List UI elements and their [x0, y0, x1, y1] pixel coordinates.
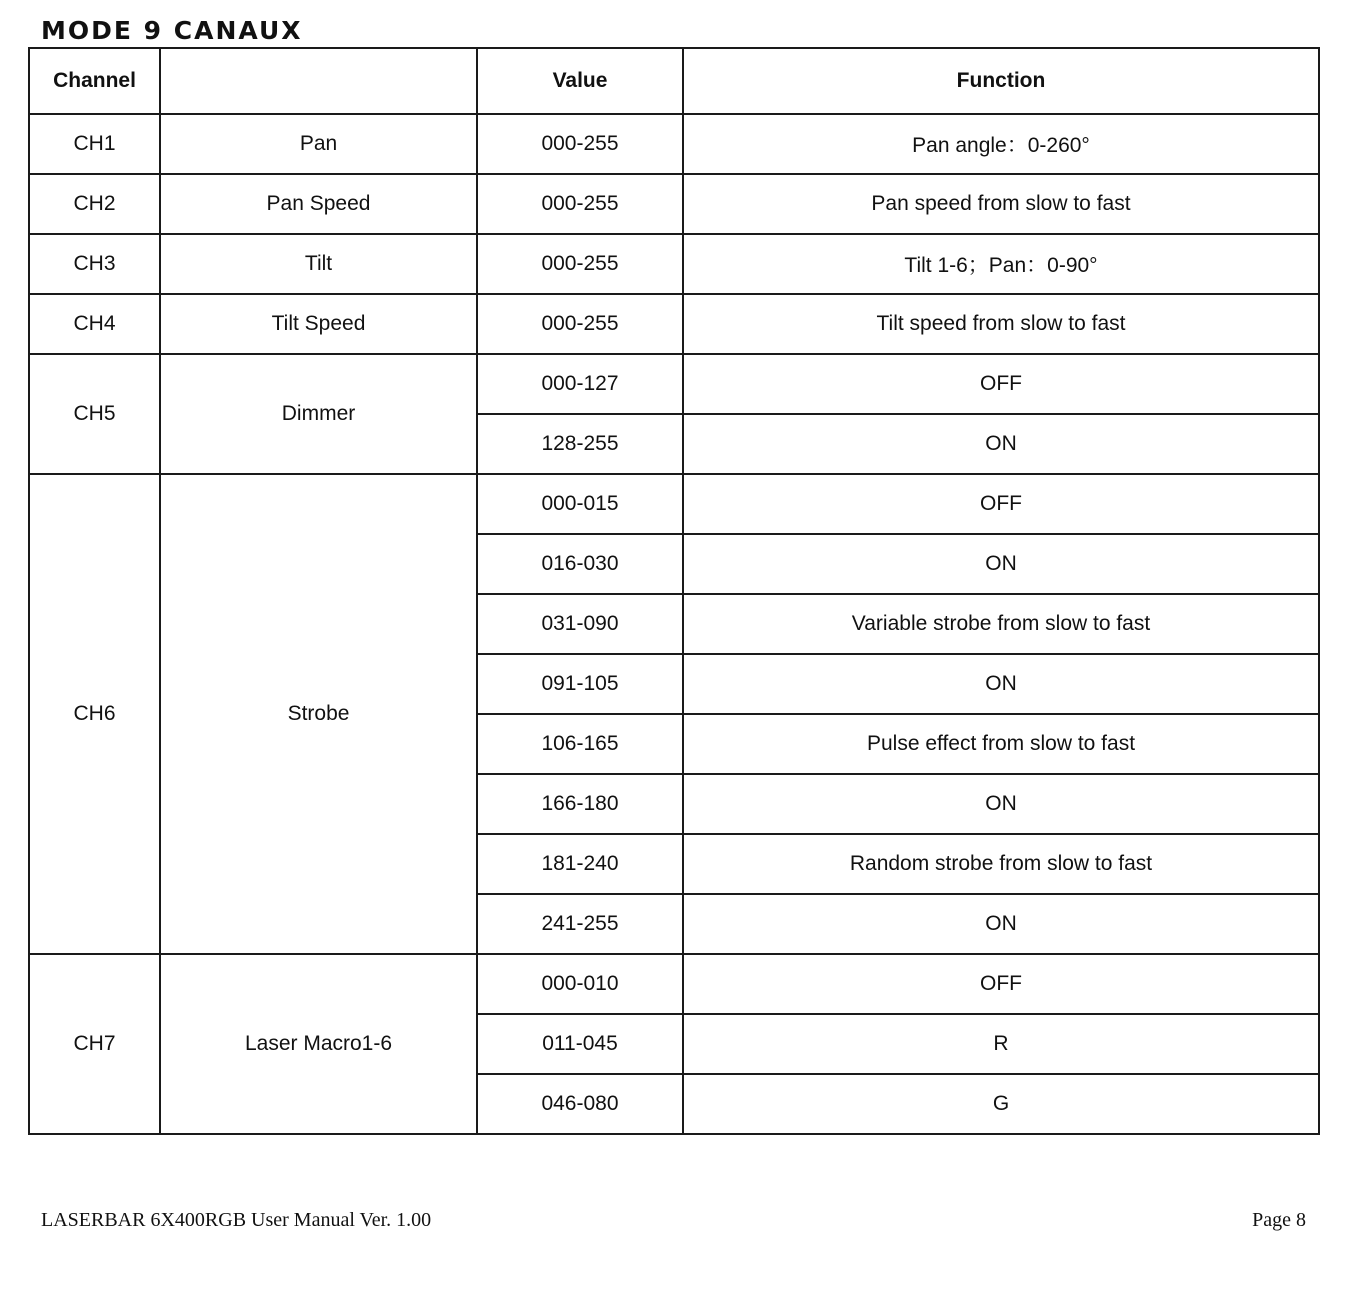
page-title: MODE 9 CANAUX	[41, 16, 303, 45]
table-row	[29, 234, 1319, 294]
dmx-channel-table	[28, 47, 1320, 1135]
footer-manual-title: LASERBAR 6X400RGB User Manual Ver. 1.00	[41, 1209, 432, 1231]
value-cell: 000-015	[477, 474, 683, 534]
function-cell: Variable strobe from slow to fast	[683, 594, 1319, 654]
footer-page-number: Page 8	[1252, 1209, 1306, 1231]
value-cell: 000-255	[477, 294, 683, 354]
value-cell: 166-180	[477, 774, 683, 834]
channel-cell: CH5	[29, 354, 160, 474]
function-cell: Pan angle：0-260°	[683, 114, 1319, 174]
value-cell: 241-255	[477, 894, 683, 954]
value-cell: 000-010	[477, 954, 683, 1014]
function-cell: Pulse effect from slow to fast	[683, 714, 1319, 774]
value-cell: 091-105	[477, 654, 683, 714]
function-cell: Tilt speed from slow to fast	[683, 294, 1319, 354]
table-header-row	[29, 48, 1319, 114]
value-cell: 000-127	[477, 354, 683, 414]
channel-name-cell: Strobe	[160, 474, 477, 954]
table-row	[29, 354, 1319, 414]
function-cell: OFF	[683, 474, 1319, 534]
channel-name-cell: Pan Speed	[160, 174, 477, 234]
value-cell: 000-255	[477, 114, 683, 174]
function-cell: R	[683, 1014, 1319, 1074]
function-cell: Random strobe from slow to fast	[683, 834, 1319, 894]
value-cell: 128-255	[477, 414, 683, 474]
function-cell: ON	[683, 894, 1319, 954]
channel-name-cell: Laser Macro1-6	[160, 954, 477, 1134]
value-cell: 011-045	[477, 1014, 683, 1074]
value-cell: 106-165	[477, 714, 683, 774]
table-row	[29, 954, 1319, 1014]
header-channel: Channel	[29, 48, 160, 114]
function-cell: ON	[683, 414, 1319, 474]
table-row	[29, 294, 1319, 354]
channel-cell: CH3	[29, 234, 160, 294]
header-function: Function	[683, 48, 1319, 114]
channel-name-cell: Pan	[160, 114, 477, 174]
channel-name-cell: Tilt	[160, 234, 477, 294]
function-cell: OFF	[683, 954, 1319, 1014]
channel-cell: CH2	[29, 174, 160, 234]
channel-name-cell: Tilt Speed	[160, 294, 477, 354]
function-cell: ON	[683, 654, 1319, 714]
value-cell: 031-090	[477, 594, 683, 654]
value-cell: 181-240	[477, 834, 683, 894]
function-cell: ON	[683, 534, 1319, 594]
channel-name-cell: Dimmer	[160, 354, 477, 474]
function-cell: ON	[683, 774, 1319, 834]
value-cell: 000-255	[477, 174, 683, 234]
value-cell: 016-030	[477, 534, 683, 594]
function-cell: G	[683, 1074, 1319, 1134]
value-cell: 046-080	[477, 1074, 683, 1134]
header-name	[160, 48, 477, 114]
table-row	[29, 474, 1319, 534]
table-row	[29, 114, 1319, 174]
table-row	[29, 174, 1319, 234]
header-value: Value	[477, 48, 683, 114]
channel-cell: CH6	[29, 474, 160, 954]
function-cell: Tilt 1-6；Pan：0-90°	[683, 234, 1319, 294]
function-cell: OFF	[683, 354, 1319, 414]
value-cell: 000-255	[477, 234, 683, 294]
channel-cell: CH4	[29, 294, 160, 354]
channel-cell: CH1	[29, 114, 160, 174]
function-cell: Pan speed from slow to fast	[683, 174, 1319, 234]
channel-cell: CH7	[29, 954, 160, 1134]
